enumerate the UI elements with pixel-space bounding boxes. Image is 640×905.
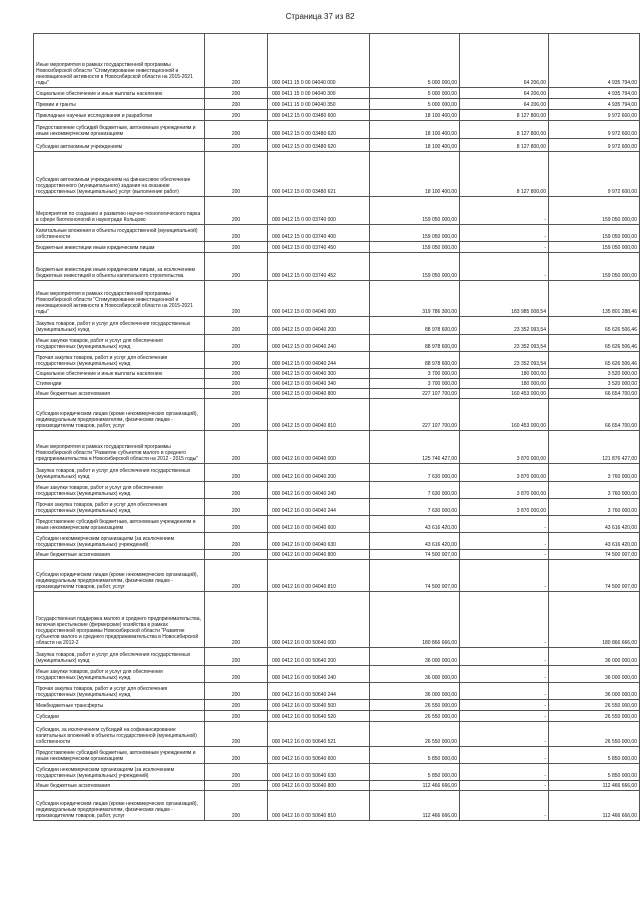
- row-name-cell: Предоставление субсидий бюджетным, автономным учреждениям и иным некоммерческим организациям: [34, 121, 205, 139]
- row-kbk-cell: 000 0412 15 0 00 03740 000: [268, 197, 370, 225]
- row-plan-cell: 88 978 600,00: [370, 317, 460, 335]
- row-kbk-cell: 000 0412 15 0 00 04040 800: [268, 389, 370, 399]
- row-plan-cell: 112 466 666,00: [370, 781, 460, 791]
- row-plan-cell: 36 000 000,00: [370, 666, 460, 683]
- row-plan-cell: 180 866 666,00: [370, 592, 460, 648]
- row-kbk-cell: 000 0412 15 0 00 04040 300: [268, 369, 370, 379]
- row-kbk-cell: 000 0412 16 0 00 04040 200: [268, 464, 370, 482]
- row-code-cell: 200: [205, 197, 268, 225]
- table-row: [34, 464, 640, 482]
- row-name-cell: Закупка товаров, работ и услуг для обеспечения государственных (муниципальных) нужд: [34, 317, 205, 335]
- row-code-cell: 200: [205, 369, 268, 379]
- row-remaining-cell: 5 850 000,00: [549, 747, 640, 764]
- row-plan-cell: 18 100 400,00: [370, 121, 460, 139]
- row-name-cell: Предоставление субсидий бюджетным, автономным учреждениям и иным некоммерческим организациям: [34, 516, 205, 533]
- row-code-cell: 200: [205, 317, 268, 335]
- row-plan-cell: 26 550 000,00: [370, 722, 460, 747]
- table-row: [34, 389, 640, 399]
- row-kbk-cell: 000 0412 16 0 00 50640 520: [268, 711, 370, 722]
- row-remaining-cell: 112 466 666,00: [549, 781, 640, 791]
- row-kbk-cell: 000 0411 15 0 00 04040 350: [268, 99, 370, 110]
- row-kbk-cell: 000 0412 16 0 00 04040 244: [268, 499, 370, 516]
- row-executed-cell: -: [460, 253, 549, 281]
- row-code-cell: 200: [205, 464, 268, 482]
- row-remaining-cell: 135 801 288,46: [549, 281, 640, 317]
- row-remaining-cell: 3 520 000,00: [549, 369, 640, 379]
- row-remaining-cell: 74 500 007,00: [549, 550, 640, 560]
- row-executed-cell: -: [460, 711, 549, 722]
- row-remaining-cell: 4 935 794,00: [549, 88, 640, 99]
- row-kbk-cell: 000 0412 15 0 00 03740 452: [268, 253, 370, 281]
- row-name-cell: Мероприятия по созданию и развитию научно-технологического парка в сфере биотехнологий в наукограде Кольцово: [34, 197, 205, 225]
- row-executed-cell: -: [460, 516, 549, 533]
- row-plan-cell: 36 000 000,00: [370, 648, 460, 666]
- row-plan-cell: 5 850 000,00: [370, 747, 460, 764]
- table-row: [34, 281, 640, 317]
- row-kbk-cell: 000 0412 16 0 00 50640 000: [268, 592, 370, 648]
- row-kbk-cell: 000 0412 15 0 00 04040 340: [268, 379, 370, 389]
- row-kbk-cell: 000 0412 15 0 00 04040 810: [268, 399, 370, 431]
- row-kbk-cell: 000 0412 15 0 00 03480 600: [268, 110, 370, 121]
- row-plan-cell: 26 550 000,00: [370, 711, 460, 722]
- row-kbk-cell: 000 0412 16 0 00 50640 630: [268, 764, 370, 781]
- row-kbk-cell: 000 0412 15 0 00 04040 200: [268, 317, 370, 335]
- row-executed-cell: 64 206,00: [460, 34, 549, 88]
- page-number-title: Страница 37 из 82: [285, 12, 355, 21]
- row-remaining-cell: 9 972 600,00: [549, 110, 640, 121]
- table-row: [34, 369, 640, 379]
- row-executed-cell: -: [460, 592, 549, 648]
- row-remaining-cell: 9 972 600,00: [549, 152, 640, 197]
- row-plan-cell: 36 000 000,00: [370, 683, 460, 700]
- row-code-cell: 200: [205, 711, 268, 722]
- table-row: [34, 99, 640, 110]
- row-remaining-cell: 36 000 000,00: [549, 666, 640, 683]
- table-row: [34, 34, 640, 88]
- row-name-cell: Иные мероприятия в рамках государственной программы Новосибирской области "Развитие субъектов малого и среднего предпринимательства в Новосибирской области на 2012 - 2015 годы": [34, 431, 205, 464]
- row-executed-cell: 64 206,00: [460, 99, 549, 110]
- row-executed-cell: -: [460, 648, 549, 666]
- table-row: [34, 335, 640, 352]
- row-code-cell: 200: [205, 139, 268, 152]
- row-kbk-cell: 000 0412 15 0 00 03740 400: [268, 225, 370, 242]
- row-name-cell: Субсидии автономным учреждениям на финансовое обеспечение государственного (муниципального) задания на оказание государственных (муниципальных) услуг (выполнение работ): [34, 152, 205, 197]
- row-kbk-cell: 000 0412 16 0 00 50640 244: [268, 683, 370, 700]
- row-plan-cell: 159 050 000,00: [370, 225, 460, 242]
- table-row: [34, 560, 640, 592]
- table-row: [34, 352, 640, 369]
- row-executed-cell: 64 206,00: [460, 88, 549, 99]
- row-name-cell: Иные закупки товаров, работ и услуг для обеспечения государственных (муниципальных) нужд: [34, 335, 205, 352]
- row-name-cell: Бюджетные инвестиции иным юридическим лицам, за исключением бюджетных инвестиций в объекты капитального строительства: [34, 253, 205, 281]
- row-plan-cell: 227 107 700,00: [370, 399, 460, 431]
- row-kbk-cell: 000 0411 15 0 00 04040 300: [268, 88, 370, 99]
- row-plan-cell: 3 700 000,00: [370, 379, 460, 389]
- row-kbk-cell: 000 0412 15 0 00 04040 000: [268, 281, 370, 317]
- row-executed-cell: -: [460, 781, 549, 791]
- row-code-cell: 200: [205, 722, 268, 747]
- row-code-cell: 200: [205, 533, 268, 550]
- table-row: [34, 197, 640, 225]
- table-row: [34, 791, 640, 821]
- row-name-cell: Капитальные вложения в объекты государственной (муниципальной) собственности: [34, 225, 205, 242]
- table-row: [34, 683, 640, 700]
- row-kbk-cell: 000 0412 16 0 00 50640 521: [268, 722, 370, 747]
- table-row: [34, 225, 640, 242]
- row-code-cell: 200: [205, 431, 268, 464]
- row-code-cell: 200: [205, 335, 268, 352]
- row-remaining-cell: 5 850 000,00: [549, 764, 640, 781]
- row-executed-cell: 3 870 000,00: [460, 499, 549, 516]
- row-plan-cell: 88 978 600,00: [370, 352, 460, 369]
- table-row: [34, 379, 640, 389]
- row-name-cell: Иные бюджетные ассигнования: [34, 781, 205, 791]
- row-plan-cell: 7 630 000,00: [370, 499, 460, 516]
- row-remaining-cell: 121 876 427,00: [549, 431, 640, 464]
- row-kbk-cell: 000 0412 15 0 00 03480 621: [268, 152, 370, 197]
- table-row: [34, 253, 640, 281]
- row-kbk-cell: 000 0412 16 0 00 04040 630: [268, 533, 370, 550]
- table-row: [34, 550, 640, 560]
- row-kbk-cell: 000 0412 16 0 00 50640 200: [268, 648, 370, 666]
- table-row: [34, 764, 640, 781]
- row-remaining-cell: 159 050 000,00: [549, 197, 640, 225]
- row-name-cell: Прочая закупка товаров, работ и услуг для обеспечения государственных (муниципальных) нужд: [34, 352, 205, 369]
- row-remaining-cell: 9 972 600,00: [549, 139, 640, 152]
- row-name-cell: Прикладные научные исследования и разработки: [34, 110, 205, 121]
- row-plan-cell: 7 630 000,00: [370, 464, 460, 482]
- row-code-cell: 200: [205, 764, 268, 781]
- table-row: [34, 121, 640, 139]
- row-remaining-cell: 26 550 000,00: [549, 700, 640, 711]
- row-kbk-cell: 000 0412 16 0 00 50640 810: [268, 791, 370, 821]
- row-name-cell: Предоставление субсидий бюджетным, автономным учреждениям и иным некоммерческим организациям: [34, 747, 205, 764]
- row-code-cell: 200: [205, 281, 268, 317]
- row-name-cell: Субсидии, за исключением субсидий на софинансирование капитальных вложений в объекты государственной (муниципальной) собственности: [34, 722, 205, 747]
- row-remaining-cell: 26 550 000,00: [549, 711, 640, 722]
- row-plan-cell: 43 616 420,00: [370, 516, 460, 533]
- row-name-cell: Бюджетные инвестиции иным юридическим лицам: [34, 242, 205, 253]
- table-row: [34, 648, 640, 666]
- row-code-cell: 200: [205, 648, 268, 666]
- table-row: [34, 499, 640, 516]
- row-plan-cell: 112 466 666,00: [370, 791, 460, 821]
- row-executed-cell: -: [460, 560, 549, 592]
- table-row: [34, 722, 640, 747]
- row-executed-cell: 160 453 000,00: [460, 399, 549, 431]
- table-row: [34, 242, 640, 253]
- row-executed-cell: -: [460, 666, 549, 683]
- table-row: [34, 666, 640, 683]
- row-remaining-cell: 36 000 000,00: [549, 683, 640, 700]
- row-executed-cell: -: [460, 700, 549, 711]
- row-executed-cell: -: [460, 791, 549, 821]
- row-remaining-cell: 65 626 506,46: [549, 317, 640, 335]
- row-kbk-cell: 000 0411 15 0 00 04040 000: [268, 34, 370, 88]
- row-name-cell: Иные мероприятия в рамках государственной программы Новосибирской области "Стимулирование инвестиционной и инновационной активности в Новосибирской области на 2015-2021 годы": [34, 34, 205, 88]
- row-plan-cell: 319 786 300,00: [370, 281, 460, 317]
- row-name-cell: Социальное обеспечение и иные выплаты населению: [34, 369, 205, 379]
- row-code-cell: 200: [205, 152, 268, 197]
- row-name-cell: Субсидии некоммерческим организациям (за исключением государственных (муниципальных) учреждений): [34, 764, 205, 781]
- row-executed-cell: 180 000,00: [460, 369, 549, 379]
- row-executed-cell: 3 870 000,00: [460, 482, 549, 499]
- row-kbk-cell: 000 0412 15 0 00 04040 240: [268, 335, 370, 352]
- row-kbk-cell: 000 0412 16 0 00 04040 000: [268, 431, 370, 464]
- row-code-cell: 200: [205, 516, 268, 533]
- row-code-cell: 200: [205, 399, 268, 431]
- row-code-cell: 200: [205, 34, 268, 88]
- row-name-cell: Стипендии: [34, 379, 205, 389]
- row-code-cell: 200: [205, 550, 268, 560]
- table-row: [34, 88, 640, 99]
- row-code-cell: 200: [205, 592, 268, 648]
- row-executed-cell: 3 870 000,00: [460, 464, 549, 482]
- row-code-cell: 200: [205, 683, 268, 700]
- row-remaining-cell: 65 626 506,46: [549, 352, 640, 369]
- row-remaining-cell: 36 000 000,00: [549, 648, 640, 666]
- row-remaining-cell: 3 760 000,00: [549, 464, 640, 482]
- table-row: [34, 482, 640, 499]
- row-plan-cell: 3 700 000,00: [370, 369, 460, 379]
- row-kbk-cell: 000 0412 16 0 00 50640 240: [268, 666, 370, 683]
- row-code-cell: 200: [205, 700, 268, 711]
- row-remaining-cell: 74 500 007,00: [549, 560, 640, 592]
- row-code-cell: 200: [205, 482, 268, 499]
- table-row: [34, 592, 640, 648]
- table-row: [34, 139, 640, 152]
- table-row: [34, 781, 640, 791]
- row-executed-cell: 160 453 000,00: [460, 389, 549, 399]
- row-remaining-cell: 26 550 000,00: [549, 722, 640, 747]
- row-code-cell: 200: [205, 225, 268, 242]
- row-name-cell: Социальное обеспечение и иные выплаты населению: [34, 88, 205, 99]
- row-name-cell: Субсидии юридическим лицам (кроме некоммерческих организаций), индивидуальным предпринимателям, физическим лицам - производителям товаров, работ, услуг: [34, 791, 205, 821]
- row-plan-cell: 159 050 000,00: [370, 197, 460, 225]
- row-plan-cell: 5 000 000,00: [370, 88, 460, 99]
- row-executed-cell: 8 127 800,00: [460, 152, 549, 197]
- row-code-cell: 200: [205, 791, 268, 821]
- row-plan-cell: 227 107 700,00: [370, 389, 460, 399]
- row-code-cell: 200: [205, 560, 268, 592]
- row-executed-cell: 23 352 093,54: [460, 335, 549, 352]
- row-name-cell: Прочая закупка товаров, работ и услуг для обеспечения государственных (муниципальных) нужд: [34, 499, 205, 516]
- row-code-cell: 200: [205, 253, 268, 281]
- row-executed-cell: 180 000,00: [460, 379, 549, 389]
- row-kbk-cell: 000 0412 16 0 00 04040 600: [268, 516, 370, 533]
- row-remaining-cell: 159 050 000,00: [549, 225, 640, 242]
- row-remaining-cell: 65 626 506,46: [549, 335, 640, 352]
- row-executed-cell: 8 127 800,00: [460, 110, 549, 121]
- row-name-cell: Закупка товаров, работ и услуг для обеспечения государственных (муниципальных) нужд: [34, 464, 205, 482]
- row-name-cell: Иные мероприятия в рамках государственной программы Новосибирской области "Стимулирование инвестиционной и инновационной активности в Новосибирской области на 2015-2021 годы": [34, 281, 205, 317]
- row-code-cell: 200: [205, 88, 268, 99]
- table-row: [34, 431, 640, 464]
- row-name-cell: Премии и гранты: [34, 99, 205, 110]
- row-remaining-cell: 43 616 420,00: [549, 516, 640, 533]
- table-row: [34, 110, 640, 121]
- row-remaining-cell: 112 466 666,00: [549, 791, 640, 821]
- row-remaining-cell: 159 050 000,00: [549, 253, 640, 281]
- table-row: [34, 399, 640, 431]
- row-executed-cell: -: [460, 533, 549, 550]
- row-plan-cell: 5 850 000,00: [370, 764, 460, 781]
- row-executed-cell: 8 127 800,00: [460, 121, 549, 139]
- row-kbk-cell: 000 0412 16 0 00 50640 500: [268, 700, 370, 711]
- row-remaining-cell: 180 866 666,00: [549, 592, 640, 648]
- row-code-cell: 200: [205, 747, 268, 764]
- row-executed-cell: -: [460, 242, 549, 253]
- table-row: [34, 533, 640, 550]
- table-row: [34, 711, 640, 722]
- table-row: [34, 317, 640, 335]
- row-executed-cell: 23 352 093,54: [460, 352, 549, 369]
- table-row: [34, 700, 640, 711]
- row-name-cell: Субсидии: [34, 711, 205, 722]
- row-remaining-cell: 4 935 794,00: [549, 99, 640, 110]
- row-executed-cell: 8 127 800,00: [460, 139, 549, 152]
- row-name-cell: Субсидии некоммерческим организациям (за исключением государственных (муниципальных) учреждений): [34, 533, 205, 550]
- row-plan-cell: 18 100 400,00: [370, 152, 460, 197]
- row-code-cell: 200: [205, 242, 268, 253]
- row-name-cell: Закупка товаров, работ и услуг для обеспечения государственных (муниципальных) нужд: [34, 648, 205, 666]
- row-code-cell: 200: [205, 121, 268, 139]
- row-executed-cell: -: [460, 747, 549, 764]
- row-remaining-cell: 43 616 420,00: [549, 533, 640, 550]
- budget-execution-table: [33, 33, 640, 821]
- row-plan-cell: 88 978 600,00: [370, 335, 460, 352]
- row-plan-cell: 74 500 007,00: [370, 550, 460, 560]
- row-code-cell: 200: [205, 666, 268, 683]
- row-plan-cell: 26 550 000,00: [370, 700, 460, 711]
- row-remaining-cell: 3 520 000,00: [549, 379, 640, 389]
- table-row: [34, 152, 640, 197]
- row-remaining-cell: 3 760 000,00: [549, 482, 640, 499]
- row-plan-cell: 18 100 400,00: [370, 139, 460, 152]
- row-executed-cell: -: [460, 722, 549, 747]
- row-executed-cell: -: [460, 683, 549, 700]
- row-name-cell: Иные закупки товаров, работ и услуг для обеспечения государственных (муниципальных) нужд: [34, 482, 205, 499]
- row-remaining-cell: 66 654 700,00: [549, 399, 640, 431]
- row-name-cell: Субсидии автономным учреждениям: [34, 139, 205, 152]
- row-remaining-cell: 9 972 600,00: [549, 121, 640, 139]
- row-name-cell: Иные бюджетные ассигнования: [34, 550, 205, 560]
- row-code-cell: 200: [205, 499, 268, 516]
- row-code-cell: 200: [205, 352, 268, 369]
- row-executed-cell: -: [460, 764, 549, 781]
- row-plan-cell: 7 630 000,00: [370, 482, 460, 499]
- row-plan-cell: 159 050 000,00: [370, 242, 460, 253]
- table-row: [34, 516, 640, 533]
- row-plan-cell: 43 616 420,00: [370, 533, 460, 550]
- row-kbk-cell: 000 0412 16 0 00 04040 800: [268, 550, 370, 560]
- row-kbk-cell: 000 0412 15 0 00 03740 450: [268, 242, 370, 253]
- row-name-cell: Государственная поддержка малого и среднего предпринимательства, включая крестьянские (фермерские) хозяйства в рамках государственной программы Новосибирской области "Развитие субъектов малого и среднего предпринимательства в Новосибирской области на 2012-2: [34, 592, 205, 648]
- row-kbk-cell: 000 0412 15 0 00 03480 620: [268, 139, 370, 152]
- row-name-cell: Межбюджетные трансферты: [34, 700, 205, 711]
- row-executed-cell: -: [460, 197, 549, 225]
- row-kbk-cell: 000 0412 16 0 00 50640 800: [268, 781, 370, 791]
- row-plan-cell: 159 050 000,00: [370, 253, 460, 281]
- row-plan-cell: 18 100 400,00: [370, 110, 460, 121]
- row-name-cell: Субсидии юридическим лицам (кроме некоммерческих организаций), индивидуальным предпринимателям, физическим лицам - производителям товаров, работ, услуг: [34, 399, 205, 431]
- row-name-cell: Субсидии юридическим лицам (кроме некоммерческих организаций), индивидуальным предпринимателям, физическим лицам - производителям товаров, работ, услуг: [34, 560, 205, 592]
- row-plan-cell: 74 500 007,00: [370, 560, 460, 592]
- row-remaining-cell: 3 760 000,00: [549, 499, 640, 516]
- row-code-cell: 200: [205, 389, 268, 399]
- row-code-cell: 200: [205, 781, 268, 791]
- row-code-cell: 200: [205, 99, 268, 110]
- row-remaining-cell: 159 050 000,00: [549, 242, 640, 253]
- row-plan-cell: 5 000 000,00: [370, 34, 460, 88]
- row-remaining-cell: 66 654 700,00: [549, 389, 640, 399]
- row-plan-cell: 125 746 427,00: [370, 431, 460, 464]
- row-executed-cell: 183 985 008,54: [460, 281, 549, 317]
- row-name-cell: Иные бюджетные ассигнования: [34, 389, 205, 399]
- row-executed-cell: -: [460, 225, 549, 242]
- row-remaining-cell: 4 935 794,00: [549, 34, 640, 88]
- table-row: [34, 747, 640, 764]
- row-kbk-cell: 000 0412 16 0 00 04040 810: [268, 560, 370, 592]
- row-kbk-cell: 000 0412 16 0 00 50640 600: [268, 747, 370, 764]
- row-code-cell: 200: [205, 110, 268, 121]
- row-executed-cell: -: [460, 550, 549, 560]
- row-kbk-cell: 000 0412 15 0 00 03480 620: [268, 121, 370, 139]
- row-executed-cell: 23 352 093,54: [460, 317, 549, 335]
- row-kbk-cell: 000 0412 15 0 00 04040 244: [268, 352, 370, 369]
- row-name-cell: Прочая закупка товаров, работ и услуг для обеспечения государственных (муниципальных) нужд: [34, 683, 205, 700]
- row-kbk-cell: 000 0412 16 0 00 04040 240: [268, 482, 370, 499]
- row-code-cell: 200: [205, 379, 268, 389]
- row-name-cell: Иные закупки товаров, работ и услуг для обеспечения государственных (муниципальных) нужд: [34, 666, 205, 683]
- table-body: [34, 34, 640, 821]
- row-plan-cell: 5 000 000,00: [370, 99, 460, 110]
- row-executed-cell: 3 870 000,00: [460, 431, 549, 464]
